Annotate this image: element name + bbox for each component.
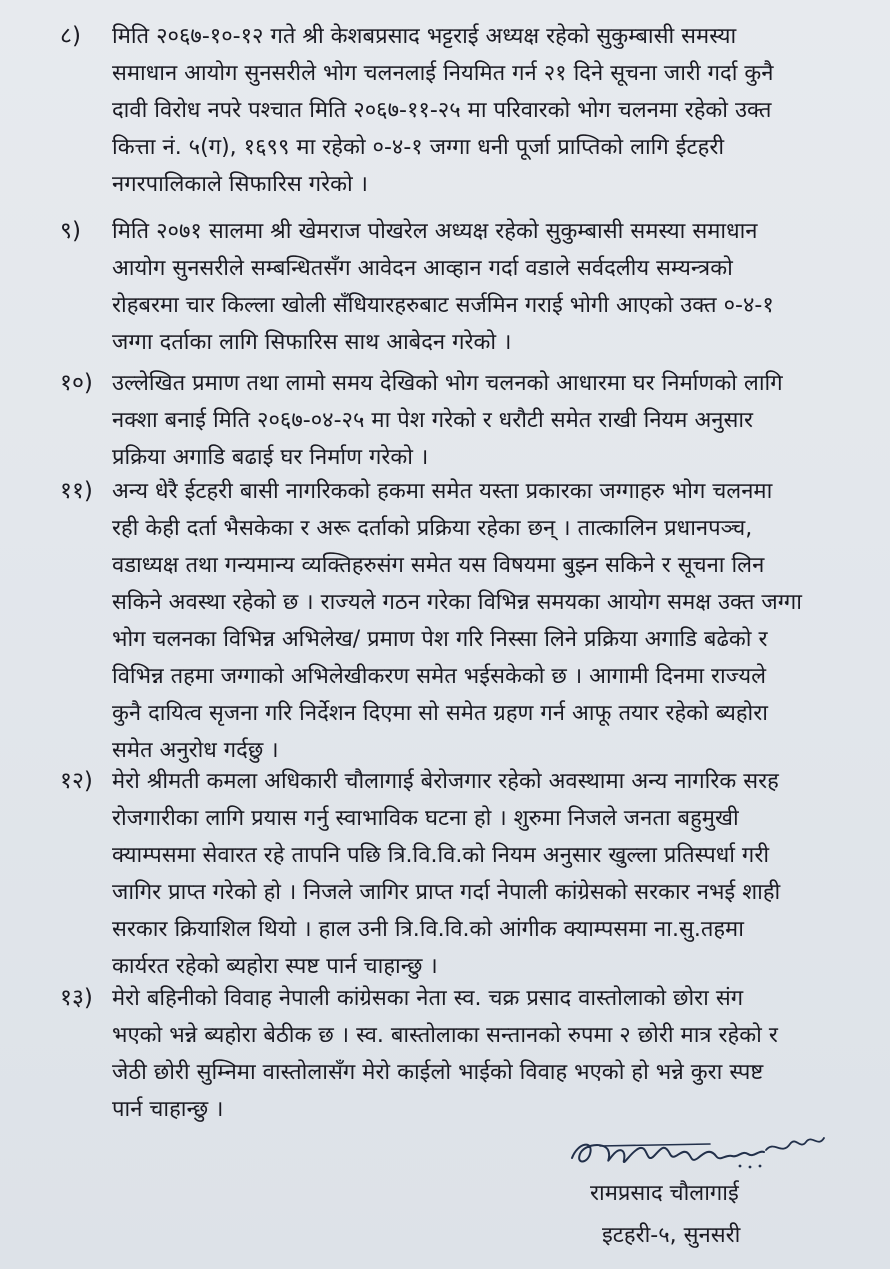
text-line: समाधान आयोग सुनसरीले भोग चलनलाई नियमित गर्न २१ दिने सूचना जारी गर्दा कुनै (112, 61, 774, 86)
item-number: ९) (60, 218, 81, 244)
text-line: उल्लेखित प्रमाण तथा लामो समय देखिको भोग चलनको आधारमा घर निर्माणको लागि (112, 371, 783, 396)
text-line: भएको भन्ने ब्यहोरा बेठीक छ । स्व. बास्तोलाका सन्तानको रुपमा २ छोरी मात्र रहेको र (112, 1023, 778, 1048)
item-number: ११) (60, 478, 93, 504)
text-line: अन्य धेरै ईटहरी बासी नागरिकको हकमा समेत यस्ता प्रकारका जग्गाहरु भोग चलनमा (112, 479, 773, 504)
text-line: कित्ता नं. ५(ग), १६९९ मा रहेको ०-४-१ जग्गा धनी पूर्जा प्राप्तिको लागि ईटहरी (112, 135, 725, 160)
text-line: वडाध्यक्ष तथा गन्यमान्य व्यक्तिहरुसंग समेत यस विषयमा बुझ्न सकिने र सूचना लिन (112, 553, 765, 578)
text-line: समेत अनुरोध गर्दछु । (112, 738, 279, 763)
text-line: सकिने अवस्था रहेको छ । राज्यले गठन गरेका विभिन्न समयका आयोग समक्ष उक्त जग्गा (112, 590, 802, 615)
text-line: विभिन्न तहमा जग्गाको अभिलेखीकरण समेत भईसकेको छ । आगामी दिनमा राज्यले (112, 664, 766, 689)
text-line: जेठी छोरी सुम्निमा वास्तोलासँग मेरो काईलो भाईको विवाह भएको हो भन्ने कुरा स्पष्ट (112, 1060, 764, 1085)
item-text (112, 980, 852, 1128)
item-number: १३) (60, 985, 93, 1011)
item-text (112, 18, 852, 203)
text-line: मेरो श्रीमती कमला अधिकारी चौलागाई बेरोजगार रहेको अवस्थामा अन्य नागरिक सरह (112, 769, 779, 794)
text-line: नक्शा बनाई मिति २०६७-०४-२५ मा पेश गरेको र धरौटी समेत राखी नियम अनुसार (112, 408, 754, 433)
text-line: आयोग सुनसरीले सम्बन्धितसँग आवेदन आव्हान गर्दा वडाले सर्वदलीय सम्यन्त्रको (112, 256, 733, 281)
item-number: १०) (60, 370, 93, 396)
item-text (112, 763, 852, 985)
text-line: भोग चलनका विभिन्न अभिलेख/ प्रमाण पेश गरि निस्सा लिने प्रक्रिया अगाडि बढेको र (112, 627, 768, 652)
text-line: रोजगारीका लागि प्रयास गर्नु स्वाभाविक घटना हो । शुरुमा निजले जनता बहुमुखी (112, 806, 739, 831)
text-line: जागिर प्राप्त गरेको हो । निजले जागिर प्राप्त गर्दा नेपाली कांग्रेसको सरकार नभई शाही (112, 880, 781, 905)
text-line: नगरपालिकाले सिफारिस गरेको । (112, 172, 369, 197)
text-line: पार्न चाहान्छु । (112, 1097, 224, 1122)
item-text (112, 365, 852, 476)
handwritten-signature (560, 1120, 830, 1180)
text-line: मिति २०७१ सालमा श्री खेमराज पोखरेल अध्यक्ष रहेको सुकुम्बासी समस्या समाधान (112, 219, 758, 244)
text-line: जग्गा दर्ताका लागि सिफारिस साथ आबेदन गरेको । (112, 330, 512, 355)
text-line: क्याम्पसमा सेवारत रहे तापनि पछि त्रि.वि.वि.को नियम अनुसार खुल्ला प्रतिस्पर्धा गरी (112, 843, 770, 868)
text-line: सरकार क्रियाशिल थियो । हाल उनी त्रि.वि.वि.को आंगीक क्याम्पसमा ना.सु.तहमा (112, 917, 744, 942)
signatory-address: इटहरी-५, सुनसरी (602, 1223, 741, 1248)
text-line: कार्यरत रहेको ब्यहोरा स्पष्ट पार्न चाहान्छु । (112, 954, 438, 979)
text-line: मिति २०६७-१०-१२ गते श्री केशबप्रसाद भट्टराई अध्यक्ष रहेको सुकुम्बासी समस्या (112, 24, 737, 49)
text-line: मेरो बहिनीको विवाह नेपाली कांग्रेसका नेता स्व. चक्र प्रसाद वास्तोलाको छोरा संग (112, 986, 744, 1011)
text-line: कुनै दायित्व सृजना गरि निर्देशन दिएमा सो समेत ग्रहण गर्न आफू तयार रहेको ब्यहोरा (112, 701, 768, 726)
text-line: दावी विरोध नपरे पश्चात मिति २०६७-११-२५ मा परिवारको भोग चलनमा रहेको उक्त (112, 98, 772, 123)
text-line: रही केही दर्ता भैसकेका र अरू दर्ताको प्रक्रिया रहेका छन् । तात्कालिन प्रधानपञ्च, (112, 516, 753, 541)
item-text (112, 213, 852, 361)
text-line: प्रक्रिया अगाडि बढाई घर निर्माण गरेको । (112, 445, 429, 470)
signatory-name: रामप्रसाद चौलागाई (590, 1181, 739, 1206)
item-number: १२) (60, 768, 93, 794)
item-number: ८) (60, 23, 81, 49)
signature-block (560, 1120, 860, 1260)
item-text (112, 473, 852, 769)
text-line: रोहबरमा चार किल्ला खोली सँधियारहरुबाट सर्जमिन गराई भोगी आएको उक्त ०-४-१ (112, 293, 774, 318)
